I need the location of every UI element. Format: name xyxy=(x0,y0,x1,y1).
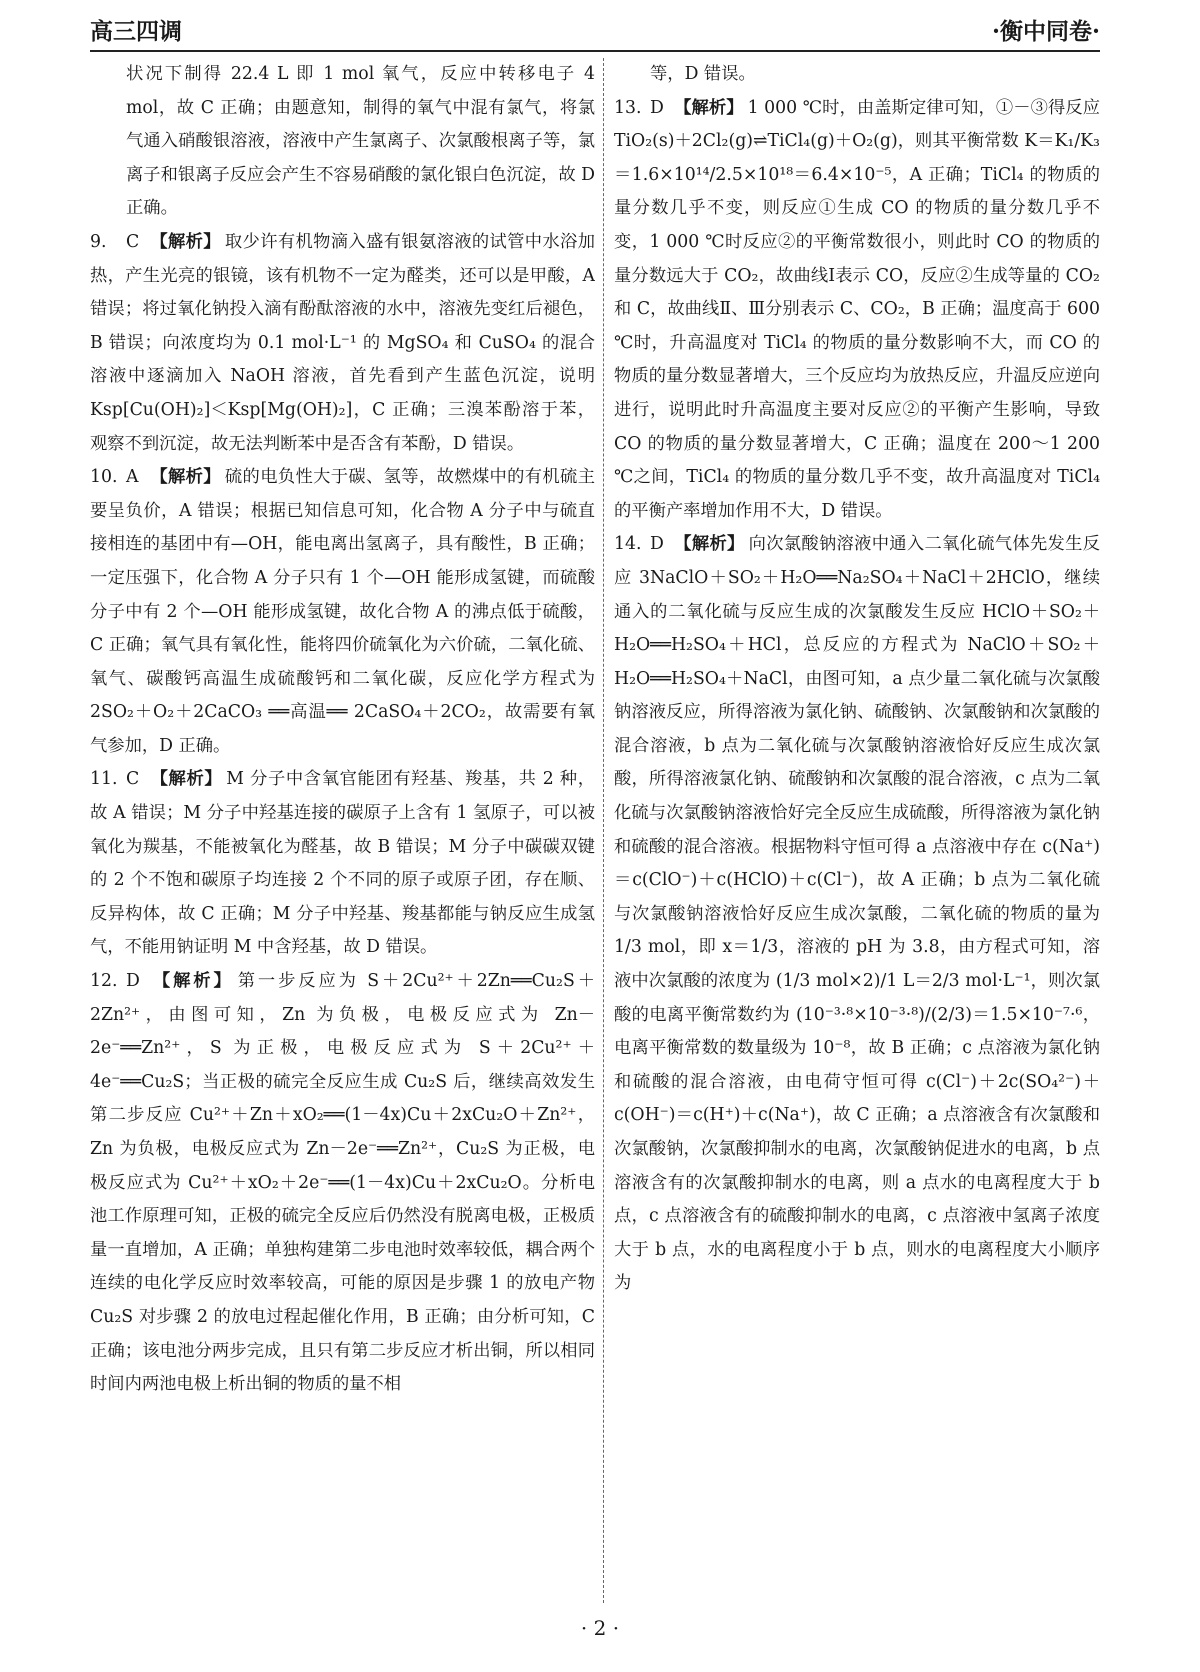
analysis-tag: 【解析】 xyxy=(674,534,745,555)
question-number: 14. xyxy=(614,534,642,555)
question-9 xyxy=(90,226,595,461)
answer-letter: D xyxy=(650,534,664,555)
analysis-tag: 【解析】 xyxy=(150,769,223,790)
header-left-title: 高三四调 xyxy=(90,18,182,45)
answer-letter: C xyxy=(126,769,140,790)
question-number: 9. xyxy=(90,231,107,252)
analysis-text: M 分子中含氧官能团有羟基、羧基，共 2 种，故 A 错误；M 分子中羟基连接的碳原子上含有 1 氢原子，可以被氧化为羰基，不能被氧化为醛基，故 B 错误；M 分子中碳碳双键的 2 个不饱和碳原子均连接 2 个不同的原子或原子团，存在顺、反异构体，故 C 正确；M 分子中羟基、羧基都能与钠反应生成氢气，不能用钠证明 M 中含羟基，故 D 错误。 xyxy=(90,769,595,958)
answer-letter: D xyxy=(126,971,140,992)
question-10 xyxy=(90,461,595,763)
question-11 xyxy=(90,763,595,965)
question-number: 10. xyxy=(90,467,118,488)
answer-letter: C xyxy=(126,231,140,252)
answer-letter: A xyxy=(126,467,139,488)
page-header xyxy=(90,6,1100,46)
question-12 xyxy=(90,965,595,1402)
right-column xyxy=(614,58,1100,1598)
question-number: 12. xyxy=(90,971,118,992)
analysis-text: 向次氯酸钠溶液中通入二氧化硫气体先发生反应 3NaClO＋SO₂＋H₂O══Na₂SO₄＋NaCl＋2HClO，继续通入的二氧化硫与反应生成的次氯酸发生反应 HClO＋SO₂＋H₂O══H₂SO₄＋HCl，总反应的方程式为 NaClO＋SO₂＋H₂O══H₂SO₄＋NaCl，由图可知，a 点少量二氧化硫与次氯酸钠溶液反应，所得溶液为氯化钠、硫酸钠、次氯酸钠和次氯酸的混合溶液，b 点为二氧化硫与次氯酸钠溶液恰好反应生成次氯酸，所得溶液氯化钠、硫酸钠和次氯酸的混合溶液，c 点为二氧化硫与次氯酸钠溶液恰好完全反应生成硫酸，所得溶液为氯化钠和硫酸的混合溶液。根据物料守恒可得 a 点溶液中存在 c(Na⁺)＝c(ClO⁻)＋c(HClO)＋c(Cl⁻)，故 A 正确；b 点为二氧化硫与次氯酸钠溶液恰好反应生成次氯酸，二氧化硫的物质的量为 1/3 mol，即 x＝1/3，溶液的 pH 为 3.8，由方程式可知，溶液中次氯酸的浓度为 (1/3 mol×2)/1 L＝2/3 mol·L⁻¹，则次氯酸的电离平衡常数约为 (10⁻³·⁸×10⁻³·⁸)/(2/3)＝1.5×10⁻⁷·⁶，电离平衡常数的数量级为 10⁻⁸，故 B 正确；c 点溶液为氯化钠和硫酸的混合溶液，由电荷守恒可得 c(Cl⁻)＋2c(SO₄²⁻)＋c(OH⁻)＝c(H⁺)＋c(Na⁺)，故 C 正确；a 点溶液含有次氯酸和次氯酸钠，次氯酸抑制水的电离，次氯酸钠促进水的电离，b 点溶液含有的次氯酸抑制水的电离，则 a 点水的电离程度大于 b 点，c 点溶液含有的硫酸抑制水的电离，c 点溶液中氢离子浓度大于 b 点，水的电离程度小于 b 点，则水的电离程度大小顺序为 xyxy=(614,534,1100,1294)
analysis-text: 取少许有机物滴入盛有银氨溶液的试管中水浴加热，产生光亮的银镜，该有机物不一定为醛类，还可以是甲酸，A 错误；将过氧化钠投入滴有酚酞溶液的水中，溶液先变红后褪色，B 错误；向浓度均为 0.1 mol·L⁻¹ 的 MgSO₄ 和 CuSO₄ 的混合溶液中逐滴加入 NaOH 溶液，首先看到产生蓝色沉淀，说明 Ksp[Cu(OH)₂]＜Ksp[Mg(OH)₂]，C 正确；三溴苯酚溶于苯，观察不到沉淀，故无法判断苯中是否含有苯酚，D 错误。 xyxy=(90,231,595,454)
column-divider xyxy=(603,58,604,1603)
question-number: 11. xyxy=(90,769,118,790)
analysis-tag: 【解析】 xyxy=(674,97,744,118)
left-column xyxy=(90,58,595,1598)
analysis-tag: 【解析】 xyxy=(150,231,221,252)
answer-letter: D xyxy=(650,97,664,118)
header-right-title: ·衡中同卷· xyxy=(991,18,1100,45)
page-number: · 2 · xyxy=(580,1616,620,1640)
q8-continuation: 状况下制得 22.4 L 即 1 mol 氧气，反应中转移电子 4 mol，故 C 正确；由题意知，制得的氧气中混有氯气，将氯气通入硝酸银溶液，溶液中产生氯离子、次氯酸根离子等，氯离子和银离子反应会产生不容易硝酸的氯化银白色沉淀，故 D 正确。 xyxy=(126,64,595,219)
analysis-text: 第一步反应为 S＋2Cu²⁺＋2Zn══Cu₂S＋2Zn²⁺，由图可知，Zn 为负极，电极反应式为 Zn－2e⁻══Zn²⁺，S 为正极，电极反应式为 S＋2Cu²⁺＋4e⁻══Cu₂S；当正极的硫完全反应生成 Cu₂S 后，继续高效发生第二步反应 Cu²⁺＋Zn＋xO₂══(1－4x)Cu＋2xCu₂O＋Zn²⁺，Zn 为负极，电极反应式为 Zn－2e⁻══Zn²⁺，Cu₂S 为正极，电极反应式为 Cu²⁺＋xO₂＋2e⁻══(1－4x)Cu＋2xCu₂O。分析电池工作原理可知，正极的硫完全反应后仍然没有脱离电极，正极质量一直增加，A 正确；单独构建第二步电池时效率较低，耦合两个连续的电化学反应时效率较高，可能的原因是步骤 1 的放电产物 Cu₂S 对步骤 2 的放电过程起催化作用，B 正确；由分析可知，C 正确；该电池分两步完成，且只有第二步反应才析出铜，所以相同时间内两池电极上析出铜的物质的量不相 xyxy=(90,971,595,1395)
analysis-text: 硫的电负性大于碳、氢等，故燃煤中的有机硫主要呈负价，A 错误；根据已知信息可知，化合物 A 分子中与硫直接相连的基团中有—OH，能电离出氢离子，具有酸性，B 正确；一定压强下，化合物 A 分子只有 1 个—OH 能形成氢键，而硫酸分子中有 2 个—OH 能形成氢键，故化合物 A 的沸点低于硫酸，C 正确；氧气具有氧化性，能将四价硫氧化为六价硫，二氧化硫、氧气、碳酸钙高温生成硫酸钙和二氧化碳，反应化学方程式为 2SO₂＋O₂＋2CaCO₃ ══高温══ 2CaSO₄＋2CO₂，故需要有氧气参加，D 正确。 xyxy=(90,467,595,756)
header-rule xyxy=(90,50,1100,52)
analysis-tag: 【解析】 xyxy=(150,971,234,992)
analysis-tag: 【解析】 xyxy=(150,467,221,488)
analysis-text: 1 000 ℃时，由盖斯定律可知，①－③得反应 TiO₂(s)＋2Cl₂(g)⇌TiCl₄(g)＋O₂(g)，则其平衡常数 K＝K₁/K₃＝1.6×10¹⁴/2.5×10¹⁸＝6.4×10⁻⁵，A 正确；TiCl₄ 的物质的量分数几乎不变，则反应①生成 CO 的物质的量分数几乎不变，1 000 ℃时反应②的平衡常数很小，则此时 CO 的物质的量分数远大于 CO₂，故曲线Ⅰ表示 CO，反应②生成等量的 CO₂ 和 C，故曲线Ⅱ、Ⅲ分别表示 C、CO₂，B 正确；温度高于 600 ℃时，升高温度对 TiCl₄ 的物质的量分数影响不大，而 CO 的物质的量分数显著增大，三个反应均为放热反应，升温反应逆向进行，说明此时升高温度主要对反应②的平衡产生影响，导致 CO 的物质的量分数显著增大，C 正确；温度在 200～1 200 ℃之间，TiCl₄ 的物质的量分数几乎不变，故升高温度对 TiCl₄ 的平衡产率增加作用不大，D 错误。 xyxy=(614,97,1100,521)
q12-continuation: 等，D 错误。 xyxy=(650,64,756,84)
question-number: 13. xyxy=(614,97,642,118)
question-14 xyxy=(614,528,1100,1301)
question-13 xyxy=(614,92,1100,529)
